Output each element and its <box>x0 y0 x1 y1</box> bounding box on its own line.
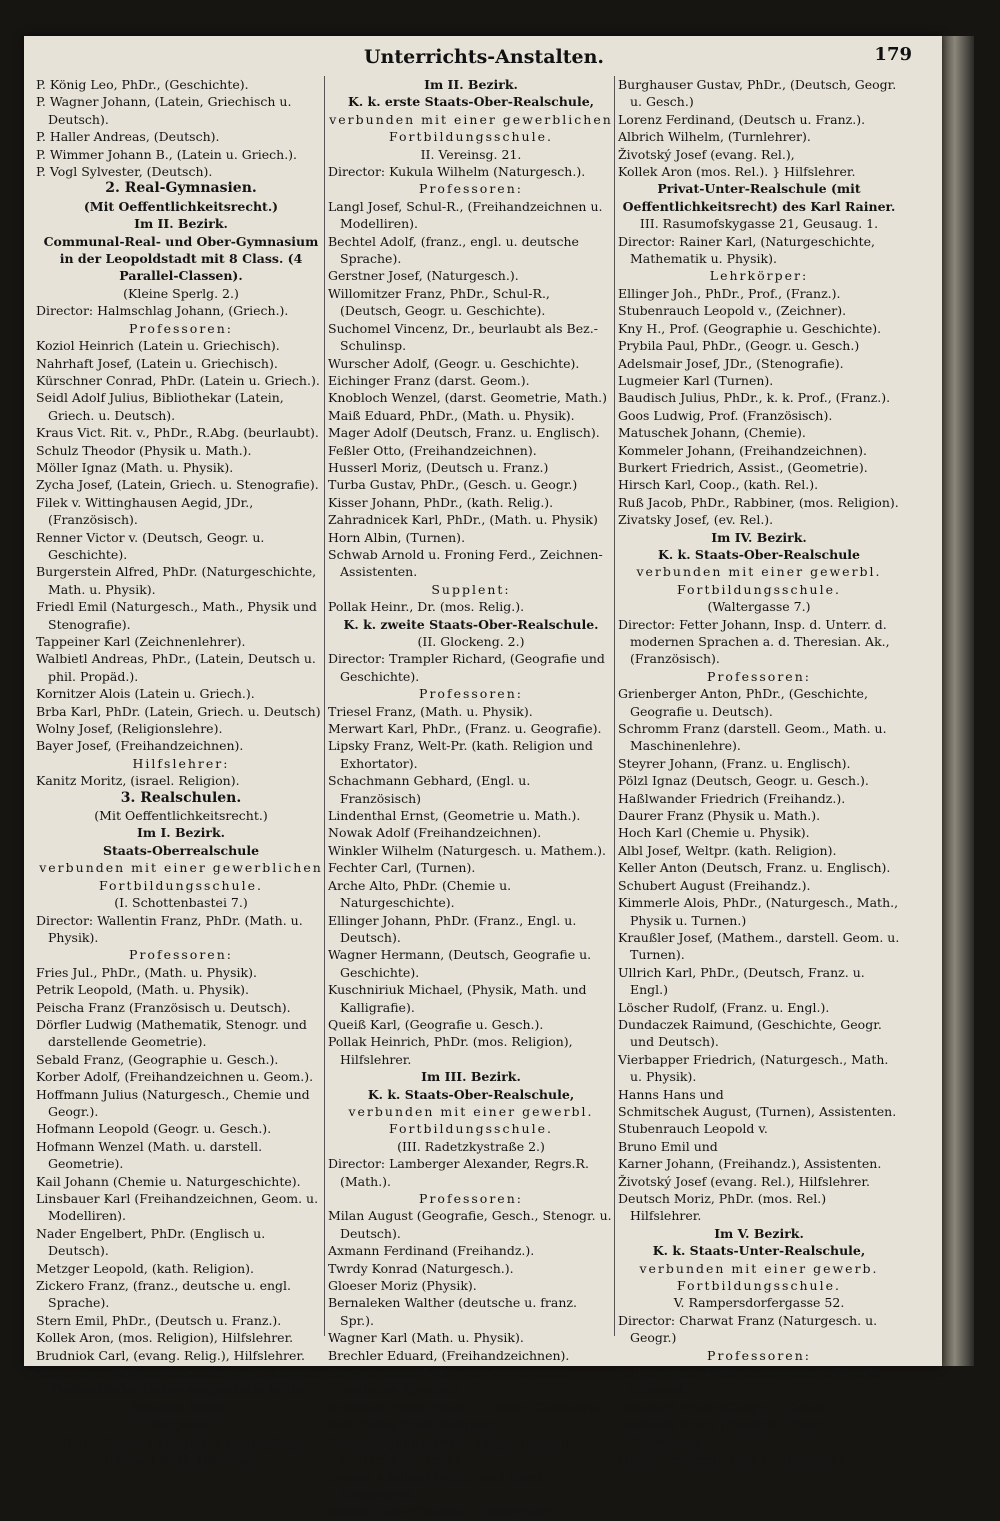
directory-entry: Sebald Franz, (Geographie u. Gesch.). <box>36 1051 279 1067</box>
directory-entry: Korber Adolf, (Freihandzeichnen u. Geom.). <box>36 1069 314 1085</box>
directory-entry: Hoffmann Julius (Naturgesch., Chemie und Geogr.). <box>36 1086 310 1119</box>
directory-entry: Kimmerle Alois, PhDr., (Naturgesch., Math., Physik u. Turnen.) <box>618 895 899 928</box>
directory-entry: Daurer Franz (Physik u. Math.). <box>618 808 821 824</box>
directory-entry: Vierbapper Friedrich, (Naturgesch., Math. u. Physik). <box>618 1051 889 1085</box>
section-heading: K. k. Staats-Ober-Realschule, <box>367 1086 575 1102</box>
directory-entry: P. Wagner Johann, (Latein, Griechisch u. Deutsch). <box>36 94 292 127</box>
directory-entry: Bernaleken Walther (deutsche u. franz. Spr.). <box>328 1295 577 1328</box>
directory-entry: Husserl Moriz, (Deutsch u. Franz.) <box>328 459 549 475</box>
directory-entry: Schulz Theodor (Physik u. Math.). <box>36 442 252 458</box>
section-heading: Im V. Bezirk. <box>714 1225 804 1241</box>
section-heading: Im II. Bezirk. <box>134 216 228 232</box>
directory-entry: Mager Adolf (Deutsch, Franz. u. Englisch). <box>328 425 600 441</box>
directory-entry: Brudniok Carl, (evang. Relig.), Hilfslehrer. <box>36 1347 305 1363</box>
directory-entry: Wurscher Adolf, (Geogr. u. Geschichte). <box>328 355 580 371</box>
directory-entry: Swoboda Franz (Deutsch, Franz. u. Schreiben). <box>618 1417 842 1450</box>
directory-entry: Schubert Franz (Geogr. u. Gesch.) <box>618 1399 835 1415</box>
directory-entry: Hirsch Karl, Coop., (kath. Rel.). <box>618 477 819 493</box>
directory-entry: Lipsky Franz, Welt-Pr. (kath. Religion und Exhortator). <box>328 738 593 771</box>
directory-entry: Zivatsky Josef, (ev. Rel.). <box>618 512 774 528</box>
directory-entry: Albl Josef, Weltpr. (kath. Religion). <box>618 842 837 858</box>
directory-entry: Hofmann Leopold (Geogr. u. Gesch.). <box>36 1121 272 1137</box>
section-heading: Eduard Döll, Director. <box>103 1452 259 1468</box>
directory-entry: Schromm Franz (darstell. Geom., Math. u. Maschinenlehre). <box>618 721 887 754</box>
directory-entry: Filek v. Wittinghausen Aegid, JDr., (Französisch). <box>36 494 254 528</box>
directory-entry: Stern Emil, PhDr., (Deutsch u. Franz.). <box>36 1312 282 1328</box>
directory-entry: Lindenthal Ernst, (Geometrie u. Math.). <box>328 808 581 824</box>
directory-entry: Axmann Ferdinand (Freihandz.). <box>328 1243 535 1259</box>
directory-entry: Bruno Emil und <box>618 1138 718 1154</box>
section-heading: verbunden mit einer gewerblichen Fortbildungsschule. <box>39 860 323 893</box>
text-column-middle <box>328 76 614 1521</box>
directory-entry: Director: Lamberger Alexander, Regrs.R. (Math.). <box>328 1156 589 1189</box>
directory-entry: Möller Ignaz (Math. u. Physik). <box>36 459 234 475</box>
directory-entry: Koziol Heinrich (Latein u. Griechisch). <box>36 338 280 354</box>
section-heading: Oeffentliche Unter-Realschule in der inneren Stadt. <box>51 1382 311 1415</box>
directory-entry: Milan August (Geografie, Gesch., Stenogr. u. Deutsch). <box>328 1208 612 1241</box>
directory-entry: Pölzl Ignaz (Deutsch, Geogr. u. Gesch.). <box>618 773 869 789</box>
directory-entry: Kraus Vict. Rit. v., PhDr., R.Abg. (beurlaubt). <box>36 425 319 441</box>
directory-entry: Arche Alto, PhDr. (Chemie u. Naturgeschichte). <box>328 877 512 911</box>
section-heading: Communal-Real- und Ober-Gymnasium in der Leopoldstadt mit 8 Class. (4 Parallel-Classen). <box>43 233 319 284</box>
section-heading: Professoren: <box>419 181 523 197</box>
directory-entry: Burgerstein Alfred, PhDr. (Naturgeschichte, Math. u. Physik). <box>36 564 317 597</box>
section-heading: K. k. erste Staats-Ober-Realschule, <box>347 94 594 110</box>
directory-entry: Grienberger Anton, PhDr., (Geschichte, Geografie u. Deutsch). <box>618 686 868 719</box>
directory-entry: Fechter Carl, (Turnen). <box>328 860 476 876</box>
directory-entry: Životský Josef (evang. Rel.), <box>618 146 795 162</box>
directory-entry: Zycha Josef, (Latein, Griech. u. Stenografie). <box>36 477 319 493</box>
directory-entry: Kornitzer Alois (Latein u. Griech.). <box>36 686 255 702</box>
section-heading: (Waltergasse 7.) <box>707 599 811 615</box>
directory-entry: Merwart Karl, PhDr., (Franz. u. Geografie). <box>328 721 602 737</box>
directory-entry: Renner Victor v. (Deutsch, Geogr. u. Geschichte). <box>36 529 265 562</box>
page-edge-shadow <box>942 36 974 1366</box>
section-heading: Privat-Unter-Realschule (mit Oeffentlichkeitsrecht) des Karl Rainer. <box>622 181 896 214</box>
section-heading: (Mit Oeffentlichkeitsrecht.) <box>83 198 279 214</box>
section-heading: Professoren: <box>419 1191 523 1206</box>
text-column-right <box>618 76 900 1469</box>
directory-entry: Adelsmair Josef, JDr., (Stenografie). <box>618 355 844 371</box>
directory-entry: Hoch Karl (Chemie u. Physik). <box>618 825 810 841</box>
directory-entry: Lugmeier Karl (Turnen). <box>618 372 774 388</box>
directory-entry: Haßlwander Friedrich (Freihandz.). <box>618 790 846 806</box>
directory-entry: Gloeser Moriz (Physik). <box>328 1278 477 1294</box>
directory-entry: Prybila Paul, PhDr., (Geogr. u. Gesch.) <box>618 338 860 354</box>
section-heading: Im IV. Bezirk. <box>711 529 807 545</box>
directory-entry: Ellinger Joh., PhDr., Prof., (Franz.). <box>618 285 841 301</box>
directory-entry: Nahrhaft Josef, (Latein u. Griechisch). <box>36 355 278 371</box>
directory-entry: Brechler Eduard, (Freihandzeichnen). <box>328 1347 570 1363</box>
directory-entry: P. Wimmer Johann B., (Latein u. Griech.). <box>36 146 298 162</box>
directory-entry: Kollek Aron (mos. Rel.). } Hilfslehrer. <box>618 164 856 180</box>
directory-entry: Kail Johann (Chemie u. Naturgeschichte). <box>36 1173 301 1189</box>
directory-entry: Wolny Josef, (Religionslehre). <box>36 721 223 737</box>
section-heading: Professoren: <box>419 686 523 702</box>
directory-entry: P. König Leo, PhDr., (Geschichte). <box>36 77 249 92</box>
section-heading: I. Ballgasse 6. <box>136 1417 226 1433</box>
section-heading: K. k. zweite Staats-Ober-Realschule. <box>343 616 599 632</box>
directory-entry: Fries Jul., PhDr., (Math. u. Physik). <box>36 964 257 980</box>
directory-entry: Wagner Karl (Math. u. Physik). <box>328 1330 524 1346</box>
page-number: 179 <box>874 44 912 65</box>
directory-entry: Feßler Otto, (Freihandzeichnen). <box>328 442 537 458</box>
directory-entry: Director: Fetter Johann, Insp. d. Unterr. d. modernen Sprachen a. d. Theresian. Ak., (Französisch). <box>618 616 890 667</box>
section-heading: II. Vereinsg. 21. <box>420 146 522 162</box>
directory-entry: Burkert Friedrich, Assist., (Geometrie). <box>618 459 868 475</box>
directory-entry: Breuer Adalbert (Math. und darst. Geometrie). <box>328 1469 546 1502</box>
directory-entry: Peischa Franz (Französisch u. Deutsch). <box>36 999 291 1015</box>
directory-entry: Linsbauer Karl (Freihandzeichnen, Geom. u. Modelliren). <box>36 1191 319 1224</box>
directory-entry: Wagner Hermann, (Deutsch, Geografie u. Geschichte). <box>328 947 592 980</box>
section-heading: Hilfslehrer: <box>132 755 230 771</box>
section-heading: Professoren: <box>707 1347 811 1363</box>
directory-entry: Pawel Jaro, (Turnen u. Deutsch), Hilfslehrer. <box>36 1365 319 1381</box>
directory-entry: Kürschner Conrad, PhDr. (Latein u. Griech.). <box>36 372 320 388</box>
section-heading: (I. Schottenbastei 7.) <box>114 895 248 911</box>
directory-entry: Kuschniriuk Michael, (Physik, Math. und Kalligrafie). <box>328 982 587 1015</box>
section-heading: Supplent: <box>431 581 511 597</box>
directory-entry: Stubenrauch Leopold v., (Zeichner). <box>618 303 847 319</box>
section-heading: Professoren: <box>129 947 233 963</box>
directory-entry: Knobloch Wenzel, (darst. Geometrie, Math.) <box>328 390 608 406</box>
section-heading: Staats-Oberrealschule <box>102 842 260 858</box>
directory-entry: Queiß Karl, (Geografie u. Gesch.). <box>328 1016 544 1032</box>
directory-entry: Kisser Johann, PhDr., (kath. Relig.). <box>328 494 554 510</box>
directory-entry: Petrik Leopold, (Math. u. Physik). <box>36 982 249 998</box>
directory-entry: Twrdy Konrad (Naturgesch.). <box>328 1260 514 1276</box>
directory-entry: Suchomel Vincenz, Dr., beurlaubt als Bez.-Schulinsp. <box>328 320 598 354</box>
directory-entry: Životský Josef (evang. Rel.), Hilfslehrer. <box>618 1173 870 1189</box>
directory-entry: Pollak Heinr., Dr. (mos. Relig.). <box>328 599 525 615</box>
directory-entry: Baudisch Julius, PhDr., k. k. Prof., (Franz.). <box>618 390 891 406</box>
page-header-title: Unterrichts-Anstalten. <box>363 46 605 68</box>
section-heading: Im I. Bezirk. <box>137 825 225 841</box>
directory-entry: Gerstner Josef, (Naturgesch.). <box>328 268 519 284</box>
directory-entry: Nader Engelbert, PhDr. (Englisch u. Deutsch). <box>36 1225 266 1259</box>
directory-entry: Hanns Hans und <box>618 1086 724 1102</box>
directory-entry: Deutsch Moriz, PhDr. (mos. Rel.) Hilfslehrer. <box>618 1191 827 1224</box>
section-heading: (Kleine Sperlg. 2.) <box>123 285 239 301</box>
section-heading: 3. Realschulen. <box>120 789 242 806</box>
directory-entry: Horn Albin, (Turnen). <box>328 529 466 545</box>
directory-entry: Keller Anton (Deutsch, Franz. u. Englisch). <box>618 860 891 876</box>
directory-entry: Eichinger Franz (darst. Geom.). <box>328 372 530 388</box>
directory-entry: Lorenz Ferdinand, (Deutsch u. Franz.). <box>618 111 866 127</box>
directory-entry: Langl Josef, Schul-R., (Freihandzeichnen u. Modelliren). <box>328 198 603 232</box>
directory-entry: Zickero Franz, (franz., deutsche u. engl. Sprache). <box>36 1278 292 1311</box>
section-heading: (II. Glockeng. 2.) <box>417 634 525 649</box>
directory-entry: Dundaczek Raimund, (Geschichte, Geogr. und Deutsch). <box>618 1016 882 1050</box>
section-heading: verbunden mit einer gewerb. Fortbildungsschule. <box>639 1260 879 1294</box>
directory-entry: Fellner Alois, PhDr. (Naturgesch., Physik, Chemie). <box>618 1365 882 1398</box>
directory-entry: Baudisch Julius, PhDr., (engl., franz. u. deutsche Sprache). <box>328 1434 574 1468</box>
directory-entry: Heger Friedrich, Welt-Pr. (Religion). <box>618 1452 849 1468</box>
directory-entry: P. Haller Andreas, (Deutsch). <box>36 129 220 145</box>
section-heading: (Mit Oeffentlichkeitsrecht.) <box>94 808 268 824</box>
directory-entry: Ruß Jacob, PhDr., Rabbiner, (mos. Religion). <box>618 494 899 510</box>
section-heading: Im II. Bezirk. <box>424 77 518 92</box>
directory-entry: Albrich Wilhelm, (Turnlehrer). <box>618 129 811 145</box>
section-heading: verbunden mit einer gewerbl. Fortbildungsschule. <box>636 564 882 597</box>
section-heading: Lehrkörper: <box>709 268 809 284</box>
directory-entry: Goos Ludwig, Prof. (Französisch). <box>618 407 833 423</box>
directory-entry: Schiffner Franz (Math. u. darst. Geometrie). <box>328 1399 609 1415</box>
directory-entry: Schmitschek August, (Turnen), Assistenten. <box>618 1103 897 1119</box>
directory-entry: Pollak Heinrich, PhDr. (mos. Religion), Hilfslehrer. <box>328 1034 573 1067</box>
section-heading: (III. Radetzkystraße 2.) <box>397 1138 545 1154</box>
column-divider <box>614 76 615 1336</box>
directory-entry: Ruß Anton (kath. Religion). <box>328 1417 502 1433</box>
section-heading: verbunden mit einer gewerbl. Fortbildungsschule. <box>348 1103 594 1137</box>
directory-entry: Bayer Josef, (Freihandzeichnen). <box>36 738 244 754</box>
section-heading: Professoren: <box>707 668 811 684</box>
directory-entry: Karner Johann, (Freihandz.), Assistenten. <box>618 1156 882 1172</box>
directory-entry: Bürzner Alois, PhDr., (engl., franz. u. deutsche Sprache). <box>328 1365 563 1398</box>
directory-entry: Kraußler Josef, (Mathem., darstell. Geom. u. Turnen). <box>618 929 900 963</box>
section-heading: Im III. Bezirk. <box>421 1069 521 1085</box>
section-heading: verbunden mit einer gewerblichen Fortbildungsschule. <box>329 111 613 145</box>
text-column-left <box>36 76 326 1469</box>
directory-entry: Ellinger Johann, PhDr. (Franz., Engl. u. Deutsch). <box>328 912 577 945</box>
directory-entry: Kollek Aron, (mos. Religion), Hilfslehrer. <box>36 1330 294 1346</box>
directory-entry: Maiß Eduard, PhDr., (Math. u. Physik). <box>328 407 575 423</box>
directory-entry: Bechtel Adolf, (franz., engl. u. deutsche Sprache). <box>328 233 579 267</box>
book-page <box>24 36 942 1520</box>
directory-entry: Director: Trampler Richard, (Geografie und Geschichte). <box>328 651 605 684</box>
directory-entry: Seidl Adolf Julius, Bibliothekar (Latein, Griech. u. Deutsch). <box>36 390 284 423</box>
section-heading: 2. Real-Gymnasien. <box>105 180 257 197</box>
directory-entry: Triesel Franz, (Math. u. Physik). <box>328 703 533 719</box>
directory-entry: Director: Rainer Karl, (Naturgeschichte, Mathematik u. Physik). <box>618 233 875 267</box>
directory-entry: Winkler Wilhelm (Naturgesch. u. Mathem.). <box>328 842 607 858</box>
section-heading: III. Rasumofskygasse 21, Geusaug. 1. <box>639 216 879 232</box>
section-heading: V. Rampersdorfergasse 52. <box>673 1295 845 1311</box>
directory-entry: Hofmann Wenzel (Math. u. darstell. Geometrie). <box>36 1138 263 1172</box>
directory-entry: Friedl Emil (Naturgesch., Math., Physik und Stenografie). <box>36 599 317 632</box>
directory-entry: Director: Wallentin Franz, PhDr. (Math. u. Physik). <box>36 912 303 945</box>
directory-entry: Schwab Arnold u. Froning Ferd., Zeichnen-Assistenten. <box>328 546 603 580</box>
directory-entry: Huber Hans (Chemie u. Naturgesch.) <box>328 1504 566 1520</box>
directory-entry: Schubert August (Freihandz.). <box>618 877 811 893</box>
directory-entry: Turba Gustav, PhDr., (Gesch. u. Geogr.) <box>328 477 578 493</box>
directory-entry: P. Vogl Sylvester, (Deutsch). <box>36 164 213 180</box>
directory-entry: Kny H., Prof. (Geographie u. Geschichte). <box>618 320 882 336</box>
directory-entry: Nowak Adolf (Freihandzeichnen). <box>328 825 542 841</box>
section-heading: K. k. Staats-Ober-Realschule <box>657 546 860 562</box>
directory-entry: Löscher Rudolf, (Franz. u. Engl.). <box>618 999 830 1015</box>
section-heading: Professoren: <box>129 320 233 336</box>
directory-entry: Kommeler Johann, (Freihandzeichnen). <box>618 442 867 458</box>
directory-entry: Schachmann Gebhard, (Engl. u. Französisch) <box>328 773 531 806</box>
directory-entry: Zahradnicek Karl, PhDr., (Math. u. Physik) <box>328 512 598 528</box>
directory-entry: Burghauser Gustav, PhDr., (Deutsch, Geogr. u. Gesch.) <box>618 77 897 110</box>
directory-entry: Director: Kukula Wilhelm (Naturgesch.). <box>328 164 586 180</box>
directory-entry: Matuschek Johann, (Chemie). <box>618 425 806 441</box>
directory-entry: Walbietl Andreas, PhDr., (Latein, Deutsch u. phil. Propäd.). <box>36 651 316 684</box>
directory-entry: Director: Halmschlag Johann, (Griech.). <box>36 303 289 319</box>
directory-entry: Kanitz Moritz, (israel. Religion). <box>36 773 240 789</box>
directory-entry: Metzger Leopold, (kath. Religion). <box>36 1260 255 1276</box>
directory-entry: Willomitzer Franz, PhDr., Schul-R., (Deutsch, Geogr. u. Geschichte). <box>328 285 550 319</box>
section-heading: K. k. Staats-Unter-Realschule, <box>652 1243 866 1259</box>
directory-entry: Ullrich Karl, PhDr., (Deutsch, Franz. u. Engl.) <box>618 964 865 998</box>
directory-entry: Director: Charwat Franz (Naturgesch. u. Geogr.) <box>618 1312 878 1346</box>
directory-entry: Tappeiner Karl (Zeichnenlehrer). <box>36 634 246 649</box>
directory-entry: Stubenrauch Leopold v. <box>618 1121 768 1137</box>
directory-entry: Dörfler Ludwig (Mathematik, Stenogr. und darstellende Geometrie). <box>36 1016 307 1050</box>
directory-entry: Steyrer Johann, (Franz. u. Englisch). <box>618 755 851 771</box>
section-heading: (I.–IV. Classe.) Zeugnisse staatsgiltig. <box>62 1434 300 1450</box>
directory-entry: Brba Karl, PhDr. (Latein, Griech. u. Deutsch) <box>36 703 321 719</box>
